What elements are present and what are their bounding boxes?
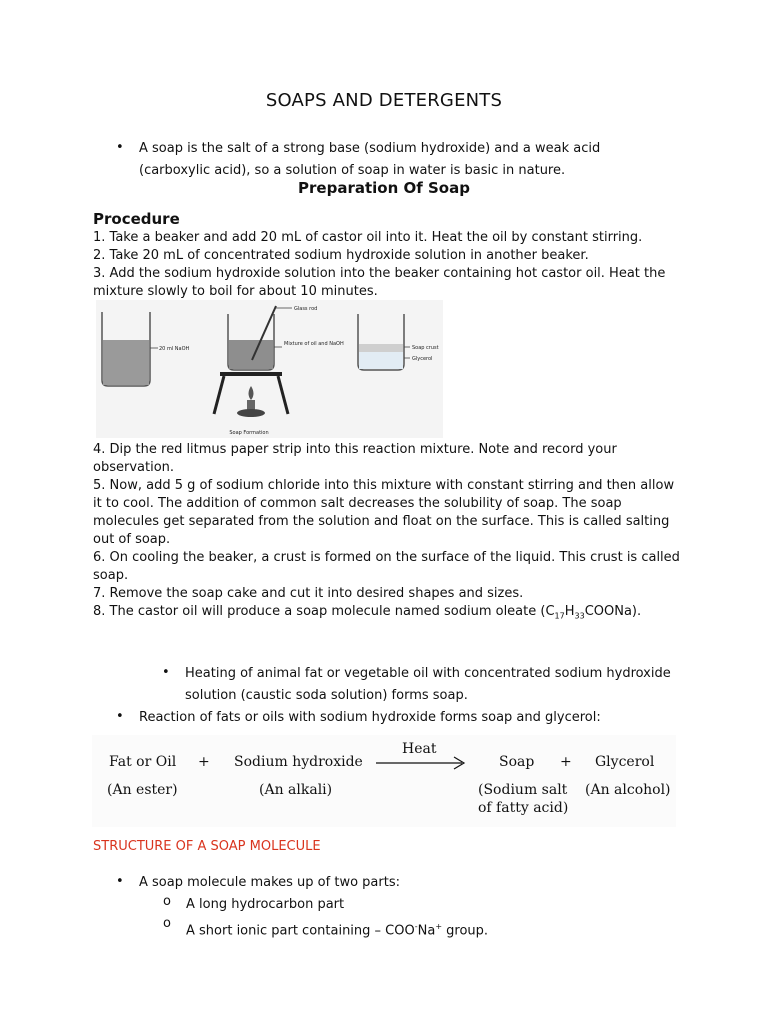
- structure-bullet-text: A soap molecule makes up of two parts:: [139, 875, 400, 890]
- step8-sub1: 17: [554, 611, 565, 621]
- eq-product1: Soap: [499, 754, 535, 770]
- saponification-equation: [92, 735, 676, 827]
- procedure-step: 2. Take 20 mL of concentrated sodium hydroxide solution in another beaker.: [93, 248, 589, 263]
- intro-bullet-text: A soap is the salt of a strong base (sodium hydroxide) and a weak acid (carboxylic acid), so a solution of soap in water is basic in nature.: [139, 141, 601, 178]
- eq-reactant1-note: (An ester): [107, 782, 178, 798]
- reaction-arrow-icon: [374, 755, 468, 771]
- section-title-preparation: Preparation Of Soap: [298, 179, 470, 197]
- label-mixture: Mixture of oil and NaOH: [284, 341, 344, 347]
- figure-caption: Soap Formation: [229, 430, 269, 436]
- burner-tube: [247, 400, 255, 410]
- flame: [249, 386, 254, 400]
- procedure-steps-part2: [93, 441, 683, 626]
- structure-heading: STRUCTURE OF A SOAP MOLECULE: [93, 839, 321, 854]
- procedure-step: 3. Add the sodium hydroxide solution into the beaker containing hot castor oil. Heat the mixture slowly to boil for about 10 minutes.: [93, 266, 666, 299]
- tripod-top: [220, 372, 282, 376]
- soap-formation-figure: [96, 300, 443, 438]
- glycerol-layer: [359, 352, 403, 369]
- eq-product2: Glycerol: [595, 754, 655, 770]
- step8-suffix: COONa).: [584, 604, 642, 619]
- sub-bullet-marker: o: [163, 916, 171, 931]
- eq-plus2: +: [560, 754, 572, 770]
- naoh-liquid: [103, 340, 149, 385]
- label-soap-crust: Soap crust: [412, 345, 439, 351]
- bullet-marker: •: [116, 140, 124, 155]
- step8-prefix: 8. The castor oil will produce a soap molecule named sodium oleate (C: [93, 604, 555, 619]
- procedure-heading: Procedure: [93, 210, 180, 228]
- bullet-marker: •: [162, 665, 170, 680]
- ionic-sup1: -: [414, 922, 418, 931]
- sub-bullet-marker: o: [163, 894, 171, 909]
- ionic-suffix: group.: [442, 923, 489, 939]
- mixture-liquid: [229, 340, 273, 369]
- label-naoh: 20 ml NaOH: [159, 346, 190, 352]
- eq-product2-note: (An alcohol): [585, 782, 671, 798]
- soap-crust-layer: [359, 344, 403, 352]
- procedure-step: 7. Remove the soap cake and cut it into desired shapes and sizes.: [93, 586, 524, 601]
- burner-base: [237, 409, 265, 417]
- bullet-marker: •: [116, 709, 124, 724]
- procedure-step: 1. Take a beaker and add 20 mL of castor oil into it. Heat the oil by constant stirring.: [93, 230, 643, 245]
- tripod-leg-right: [278, 376, 288, 414]
- procedure-step: 6. On cooling the beaker, a crust is formed on the surface of the liquid. This crust is called soap.: [93, 550, 680, 583]
- eq-condition: Heat: [402, 741, 437, 757]
- eq-reactant1: Fat or Oil: [109, 754, 177, 770]
- ionic-mid: Na: [417, 923, 436, 939]
- eq-plus1: +: [198, 754, 210, 770]
- procedure-step: 4. Dip the red litmus paper strip into this reaction mixture. Note and record your observation.: [93, 442, 617, 475]
- step8-mid: H: [564, 604, 575, 619]
- eq-product1-note-line2: of fatty acid): [478, 800, 569, 816]
- eq-reactant2: Sodium hydroxide: [234, 754, 363, 770]
- procedure-step-8: [93, 603, 683, 626]
- reaction-bullet-text: Reaction of fats or oils with sodium hydroxide forms soap and glycerol:: [139, 710, 601, 725]
- sub-item-ionic: [186, 916, 666, 942]
- label-glycerol: Glycerol: [412, 356, 433, 362]
- sub-item-hydrocarbon: A long hydrocarbon part: [186, 897, 345, 912]
- bullet-marker: •: [116, 874, 124, 889]
- ionic-prefix: A short ionic part containing – COO: [186, 923, 415, 939]
- tripod-leg-left: [214, 376, 224, 414]
- eq-product1-note-line1: (Sodium salt: [478, 782, 568, 798]
- ionic-sup2: +: [435, 922, 443, 931]
- label-glass-rod: Glass rod: [294, 306, 318, 312]
- page-title: SOAPS AND DETERGENTS: [265, 90, 503, 111]
- heating-bullet-text: Heating of animal fat or vegetable oil with concentrated sodium hydroxide solution (caustic soda solution) forms soap.: [185, 666, 671, 703]
- step8-sub2: 33: [574, 611, 585, 621]
- procedure-step: 5. Now, add 5 g of sodium chloride into this mixture with constant stirring and then allow it to cool. The addition of common salt decreases the solubility of soap. The soap molecules get separated from the solution and float on the surface. This is called salting out of soap.: [93, 478, 675, 547]
- procedure-steps-part1: [93, 229, 683, 301]
- apparatus-diagram: [96, 300, 443, 438]
- eq-reactant2-note: (An alkali): [259, 782, 333, 798]
